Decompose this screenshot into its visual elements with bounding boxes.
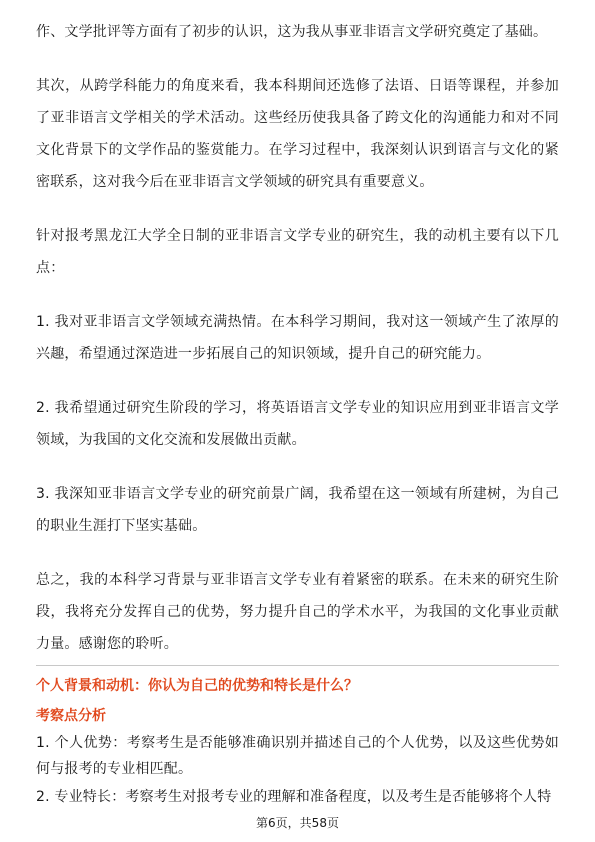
paragraph-5: 2. 我希望通过研究生阶段的学习，将英语语言文学专业的知识应用到亚非语言文学领域，为我国的文化交流和发展做出贡献。 — [36, 400, 559, 448]
page-number: 第6页，共58页 — [256, 816, 339, 830]
section-divider — [36, 665, 559, 666]
paragraph-7: 总之，我的本科学习背景与亚非语言文学专业有着紧密的联系。在未来的研究生阶段，我将充分发挥自己的优势，努力提升自己的学术水平，为我国的文化事业贡献力量。感谢您的聆听。 — [36, 572, 559, 652]
analysis-heading: 考察点分析 — [36, 708, 106, 724]
paragraph-1: 作、文学批评等方面有了初步的认识，这为我从事亚非语言文学研究奠定了基础。 — [36, 24, 548, 40]
question-title: 个人背景和动机：你认为自己的优势和特长是什么？ — [36, 678, 358, 694]
analysis-item-1: 1. 个人优势：考察考生是否能够准确识别并描述自己的个人优势，以及这些优势如何与报考的专业相匹配。 — [36, 735, 559, 777]
paragraph-2: 其次，从跨学科能力的角度来看，我本科期间还选修了法语、日语等课程，并参加了亚非语言文学相关的学术活动。这些经历使我具备了跨文化的沟通能力和对不同文化背景下的文学作品的鉴赏能力。在学习过程中，我深刻认识到语言与文化的紧密联系，这对我今后在亚非语言文学领域的研究具有重要意义。 — [36, 78, 559, 190]
paragraph-4: 1. 我对亚非语言文学领域充满热情。在本科学习期间，我对这一领域产生了浓厚的兴趣，希望通过深造进一步拓展自己的知识领域，提升自己的研究能力。 — [36, 314, 559, 362]
paragraph-3: 针对报考黑龙江大学全日制的亚非语言文学专业的研究生，我的动机主要有以下几点： — [36, 228, 559, 276]
analysis-item-2: 2. 专业特长：考察考生对报考专业的理解和准备程度，以及考生是否能够将个人特 — [36, 789, 552, 805]
body-text — [36, 16, 559, 660]
paragraph-6: 3. 我深知亚非语言文学专业的研究前景广阔，我希望在这一领域有所建树，为自己的职业生涯打下坚实基础。 — [36, 486, 559, 534]
question-section — [36, 674, 559, 810]
